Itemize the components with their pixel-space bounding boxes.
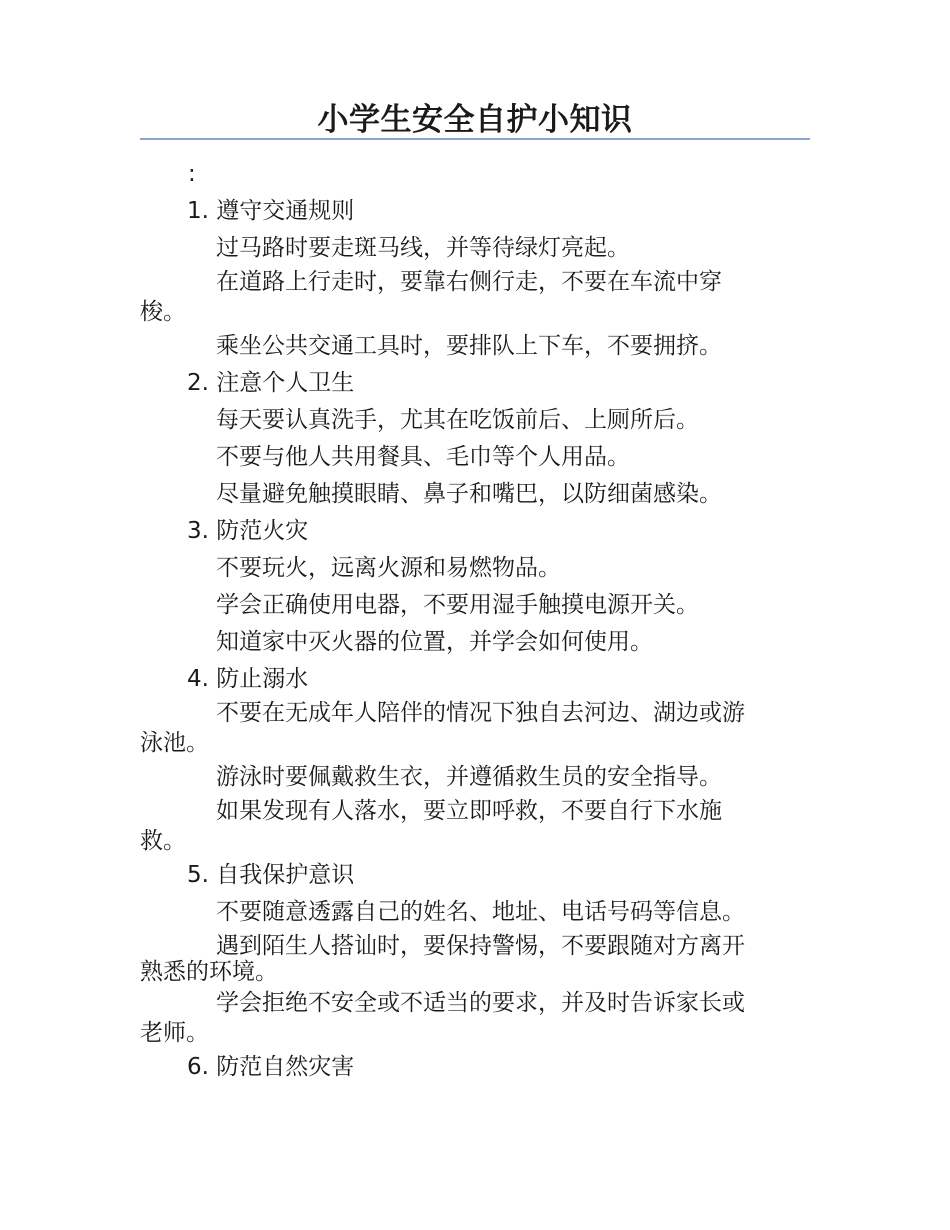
section-heading-drowning: 4. 防止溺水 — [187, 666, 309, 692]
section-heading-self-protection: 5. 自我保护意识 — [187, 862, 355, 888]
list-item: 知道家中灭火器的位置，并学会如何使用。 — [216, 629, 653, 655]
list-item: 游泳时要佩戴救生衣，并遵循救生员的安全指导。 — [216, 764, 722, 790]
list-item: 不要玩火，远离火源和易燃物品。 — [216, 555, 561, 581]
list-item: 过马路时要走斑马线，并等待绿灯亮起。 — [216, 235, 630, 261]
list-item: 乘坐公共交通工具时，要排队上下车，不要拥挤。 — [216, 333, 722, 359]
section-heading-fire: 3. 防范火灾 — [187, 518, 309, 544]
section-heading-traffic: 1. 遵守交通规则 — [187, 198, 355, 224]
list-item-line: 在道路上行走时，要靠右侧行走，不要在车流中穿 — [216, 269, 722, 295]
list-item: 不要随意透露自己的姓名、地址、电话号码等信息。 — [216, 899, 745, 925]
list-item: 学会正确使用电器，不要用湿手触摸电源开关。 — [216, 592, 699, 618]
section-heading-natural-disasters: 6. 防范自然灾害 — [187, 1054, 355, 1080]
list-item-line: 学会拒绝不安全或不适当的要求，并及时告诉家长或 — [216, 990, 745, 1016]
title-underline — [140, 138, 810, 140]
list-item-continuation: 梭。 — [140, 299, 186, 325]
list-item-line: 不要在无成年人陪伴的情况下独自去河边、湖边或游 — [216, 700, 745, 726]
list-item — [140, 796, 810, 856]
list-item — [140, 988, 810, 1048]
list-item — [140, 267, 810, 327]
list-item-continuation: 救。 — [140, 828, 186, 854]
list-item — [140, 698, 810, 758]
list-item: 每天要认真洗手，尤其在吃饭前后、上厕所后。 — [216, 407, 699, 433]
list-item: 不要与他人共用餐具、毛巾等个人用品。 — [216, 444, 630, 470]
section-heading-hygiene: 2. 注意个人卫生 — [187, 370, 355, 396]
document-body — [140, 156, 810, 1086]
list-item-continuation: 熟悉的环境。 — [140, 959, 278, 985]
document-title: 小学生安全自护小知识 — [317, 102, 633, 138]
intro-colon: : — [188, 161, 196, 187]
list-item: 尽量避免触摸眼睛、鼻子和嘴巴，以防细菌感染。 — [216, 481, 722, 507]
list-item-continuation: 老师。 — [140, 1020, 209, 1046]
list-item — [140, 931, 810, 987]
list-item-line: 遇到陌生人搭讪时，要保持警惕，不要跟随对方离开 — [216, 933, 745, 959]
list-item-continuation: 泳池。 — [140, 730, 209, 756]
list-item-line: 如果发现有人落水，要立即呼救，不要自行下水施 — [216, 798, 722, 824]
